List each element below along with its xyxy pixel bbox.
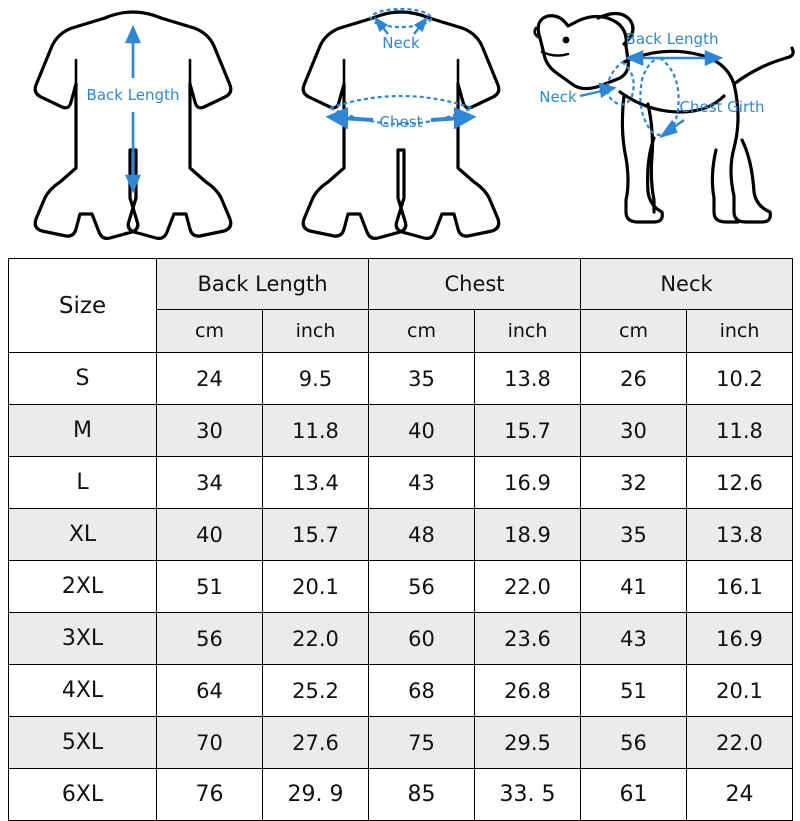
table-row bbox=[9, 509, 793, 561]
row-size: 4XL bbox=[9, 665, 157, 717]
table-row bbox=[9, 717, 793, 769]
cell-backlength-inch: 29. 9 bbox=[263, 769, 369, 821]
cell-chest-inch: 26.8 bbox=[475, 665, 581, 717]
cell-backlength-cm: 24 bbox=[157, 353, 263, 405]
cell-neck-inch: 20.1 bbox=[687, 665, 793, 717]
row-size: 5XL bbox=[9, 717, 157, 769]
cell-neck-inch: 12.6 bbox=[687, 457, 793, 509]
cell-backlength-cm: 30 bbox=[157, 405, 263, 457]
dog-chest-girth-label: Chest Girth bbox=[679, 98, 765, 116]
back-chest-label: Chest bbox=[379, 113, 423, 131]
header-unit-backlength-cm: cm bbox=[157, 310, 263, 353]
header-unit-neck-inch: inch bbox=[687, 310, 793, 353]
cell-chest-cm: 35 bbox=[369, 353, 475, 405]
cell-neck-inch: 11.8 bbox=[687, 405, 793, 457]
table-row bbox=[9, 457, 793, 509]
back-neck-label: Neck bbox=[382, 34, 420, 52]
cell-neck-cm: 30 bbox=[581, 405, 687, 457]
cell-chest-inch: 23.6 bbox=[475, 613, 581, 665]
cell-chest-inch: 29.5 bbox=[475, 717, 581, 769]
table-row bbox=[9, 613, 793, 665]
dog-neck-label: Neck bbox=[539, 88, 577, 106]
cell-chest-cm: 48 bbox=[369, 509, 475, 561]
header-chest: Chest bbox=[369, 259, 581, 310]
cell-neck-inch: 24 bbox=[687, 769, 793, 821]
cell-neck-inch: 16.1 bbox=[687, 561, 793, 613]
cell-chest-cm: 68 bbox=[369, 665, 475, 717]
cell-backlength-inch: 22.0 bbox=[263, 613, 369, 665]
cell-backlength-cm: 76 bbox=[157, 769, 263, 821]
cell-chest-inch: 18.9 bbox=[475, 509, 581, 561]
cell-neck-cm: 61 bbox=[581, 769, 687, 821]
cell-neck-cm: 32 bbox=[581, 457, 687, 509]
cell-neck-cm: 26 bbox=[581, 353, 687, 405]
cell-backlength-inch: 25.2 bbox=[263, 665, 369, 717]
cell-chest-cm: 60 bbox=[369, 613, 475, 665]
cell-backlength-inch: 20.1 bbox=[263, 561, 369, 613]
dog-back-length-label: Back Length bbox=[625, 30, 719, 48]
header-size: Size bbox=[9, 259, 157, 353]
header-unit-chest-inch: inch bbox=[475, 310, 581, 353]
cell-neck-inch: 13.8 bbox=[687, 509, 793, 561]
cell-chest-cm: 75 bbox=[369, 717, 475, 769]
cell-chest-inch: 16.9 bbox=[475, 457, 581, 509]
cell-chest-cm: 40 bbox=[369, 405, 475, 457]
cell-backlength-cm: 70 bbox=[157, 717, 263, 769]
cell-chest-cm: 85 bbox=[369, 769, 475, 821]
cell-neck-inch: 16.9 bbox=[687, 613, 793, 665]
table-body bbox=[9, 353, 793, 821]
row-size: XL bbox=[9, 509, 157, 561]
cell-chest-inch: 22.0 bbox=[475, 561, 581, 613]
cell-chest-inch: 33. 5 bbox=[475, 769, 581, 821]
cell-backlength-inch: 27.6 bbox=[263, 717, 369, 769]
table-row bbox=[9, 405, 793, 457]
cell-chest-cm: 43 bbox=[369, 457, 475, 509]
cell-neck-inch: 10.2 bbox=[687, 353, 793, 405]
diagram-row bbox=[0, 0, 800, 250]
table-row bbox=[9, 353, 793, 405]
cell-backlength-inch: 15.7 bbox=[263, 509, 369, 561]
size-table-wrapper bbox=[8, 258, 792, 821]
header-neck: Neck bbox=[581, 259, 793, 310]
cell-backlength-cm: 40 bbox=[157, 509, 263, 561]
row-size: 2XL bbox=[9, 561, 157, 613]
dog-measure-diagram bbox=[520, 0, 800, 250]
cell-chest-cm: 56 bbox=[369, 561, 475, 613]
row-size: 6XL bbox=[9, 769, 157, 821]
garment-front-diagram bbox=[0, 0, 270, 250]
cell-chest-inch: 13.8 bbox=[475, 353, 581, 405]
row-size: 3XL bbox=[9, 613, 157, 665]
header-back-length: Back Length bbox=[157, 259, 369, 310]
cell-neck-cm: 43 bbox=[581, 613, 687, 665]
cell-backlength-cm: 51 bbox=[157, 561, 263, 613]
size-table bbox=[8, 258, 793, 821]
header-unit-neck-cm: cm bbox=[581, 310, 687, 353]
cell-chest-inch: 15.7 bbox=[475, 405, 581, 457]
cell-neck-cm: 51 bbox=[581, 665, 687, 717]
cell-backlength-cm: 64 bbox=[157, 665, 263, 717]
header-unit-chest-cm: cm bbox=[369, 310, 475, 353]
cell-neck-cm: 56 bbox=[581, 717, 687, 769]
cell-backlength-inch: 9.5 bbox=[263, 353, 369, 405]
cell-neck-cm: 35 bbox=[581, 509, 687, 561]
cell-neck-inch: 22.0 bbox=[687, 717, 793, 769]
cell-backlength-inch: 11.8 bbox=[263, 405, 369, 457]
cell-backlength-cm: 56 bbox=[157, 613, 263, 665]
table-row bbox=[9, 769, 793, 821]
cell-neck-cm: 41 bbox=[581, 561, 687, 613]
header-unit-backlength-inch: inch bbox=[263, 310, 369, 353]
row-size: S bbox=[9, 353, 157, 405]
cell-backlength-inch: 13.4 bbox=[263, 457, 369, 509]
table-row bbox=[9, 665, 793, 717]
front-back-length-label: Back Length bbox=[86, 86, 180, 104]
row-size: M bbox=[9, 405, 157, 457]
table-header-groups bbox=[9, 259, 793, 310]
cell-backlength-cm: 34 bbox=[157, 457, 263, 509]
table-row bbox=[9, 561, 793, 613]
row-size: L bbox=[9, 457, 157, 509]
garment-back-diagram bbox=[268, 0, 538, 250]
